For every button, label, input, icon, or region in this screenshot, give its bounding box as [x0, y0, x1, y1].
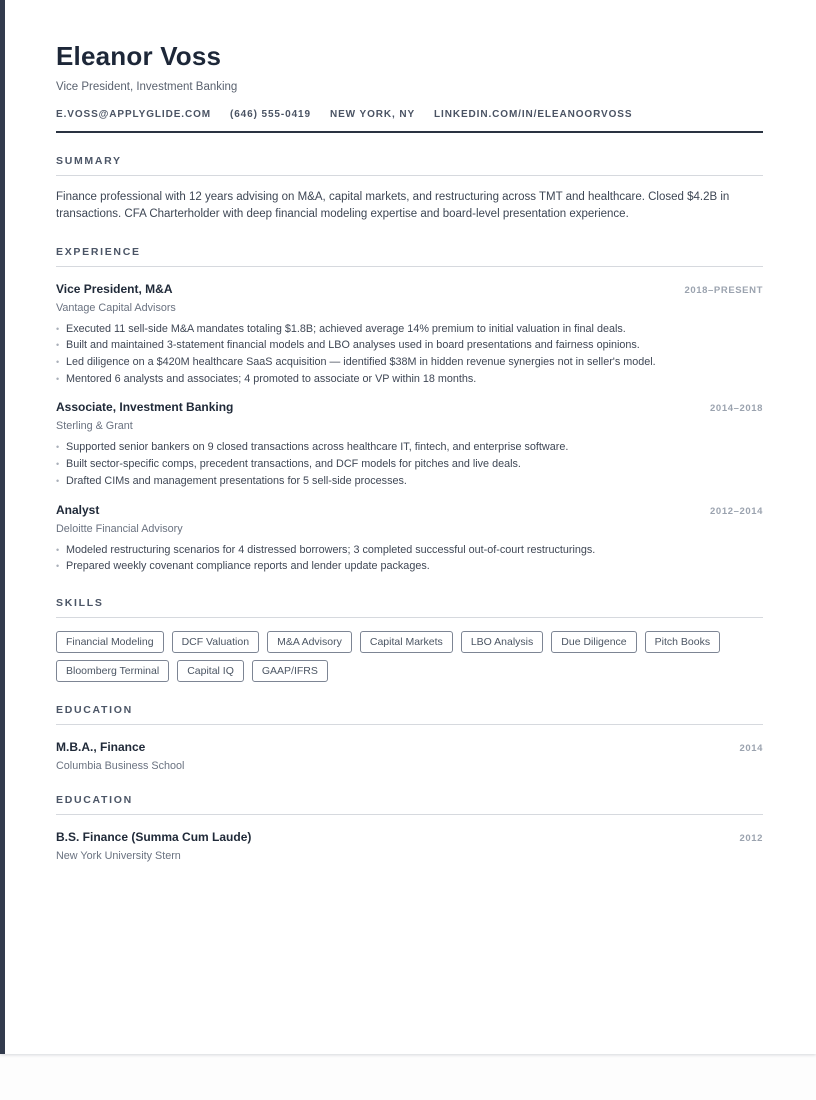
resume-content [5, 0, 816, 862]
experience-heading: EXPERIENCE [56, 245, 141, 258]
experience-entry [56, 400, 763, 489]
skill-chip: Pitch Books [645, 631, 720, 653]
section-divider [56, 266, 763, 267]
experience-entry [56, 503, 763, 575]
bullet-text: Prepared weekly covenant compliance reports and lender update packages. [66, 560, 430, 573]
bullet-icon: • [56, 475, 60, 486]
section-experience [56, 246, 763, 575]
job-dates: 2014–2018 [710, 403, 763, 415]
bullet-icon: • [56, 442, 60, 453]
skill-chip: Capital IQ [177, 660, 244, 682]
job-title: Vice President, M&A [56, 281, 173, 296]
bullet-text: Drafted CIMs and management presentations for 5 sell-side processes. [66, 474, 407, 487]
bullet-item [56, 321, 763, 338]
bullet-item [56, 542, 763, 559]
section-skills [56, 597, 763, 682]
job-title: Analyst [56, 502, 100, 517]
bullet-icon: • [56, 373, 60, 384]
bullet-item [56, 558, 763, 575]
bullet-text: Modeled restructuring scenarios for 4 distressed borrowers; 3 completed successful out-of-court restructurings. [66, 543, 596, 556]
bullet-text: Led diligence on a $420M healthcare SaaS acquisition — identified $38M in hidden revenue synergies not in seller's model. [66, 356, 656, 368]
skill-chip: Bloomberg Terminal [56, 660, 169, 682]
bullet-icon: • [56, 561, 60, 572]
degree-year: 2014 [739, 742, 763, 754]
bullet-item [56, 354, 763, 371]
job-dates: 2018–PRESENT [684, 284, 763, 296]
entry-header [56, 503, 763, 517]
section-divider [56, 814, 763, 815]
summary-heading: SUMMARY [56, 154, 122, 167]
bullet-item [56, 473, 763, 490]
contact-row [56, 109, 763, 120]
section-summary [56, 155, 763, 224]
bullet-icon: • [56, 340, 60, 351]
bullet-text: Built sector-specific comps, precedent transactions, and DCF models for pitches and live deals. [66, 458, 521, 471]
school-name: New York University Stern [56, 849, 181, 862]
job-company: Vantage Capital Advisors [56, 301, 176, 314]
bullet-item [56, 439, 763, 456]
bullet-icon: • [56, 459, 60, 470]
skill-chip: M&A Advisory [267, 631, 352, 653]
job-company: Deloitte Financial Advisory [56, 522, 183, 535]
degree-year: 2012 [739, 832, 763, 844]
skill-chip: Capital Markets [360, 631, 453, 653]
entry-header [56, 830, 763, 844]
bullet-icon: • [56, 323, 60, 334]
bullet-item [56, 456, 763, 473]
skills-heading: SKILLS [56, 596, 104, 609]
candidate-title: Vice President, Investment Banking [56, 80, 238, 93]
header-divider [56, 131, 763, 133]
education-heading: EDUCATION [56, 793, 133, 806]
job-dates: 2012–2014 [710, 505, 763, 517]
section-divider [56, 724, 763, 725]
bullet-text: Mentored 6 analysts and associates; 4 promoted to associate or VP within 18 months. [66, 372, 477, 385]
skill-chip: Financial Modeling [56, 631, 164, 653]
entry-header [56, 400, 763, 414]
summary-text: Finance professional with 12 years advising on M&A, capital markets, and restructuring across TMT and healthcare. Closed $4.2B in transactions. CFA Charterholder with deep financial modeling expertise and board-level presentation experience. [56, 190, 730, 221]
job-bullets [56, 439, 763, 489]
education-heading: EDUCATION [56, 703, 133, 716]
bullet-item [56, 371, 763, 388]
job-company: Sterling & Grant [56, 420, 133, 433]
contact-email: E.VOSS@APPLYGLIDE.COM [56, 108, 211, 120]
skill-chip: Due Diligence [551, 631, 636, 653]
section-divider [56, 617, 763, 618]
section-education-2 [56, 794, 763, 862]
bullet-text: Built and maintained 3-statement financial models and LBO analyses used in board presentations and fairness opinions. [66, 339, 640, 352]
job-title: Associate, Investment Banking [56, 400, 234, 415]
experience-entry [56, 282, 763, 388]
bullet-icon: • [56, 544, 60, 555]
contact-location: NEW YORK, NY [329, 108, 416, 120]
entry-header [56, 282, 763, 296]
bullet-text: Executed 11 sell-side M&A mandates totaling $1.8B; achieved average 14% premium to initial valuation in final deals. [66, 322, 626, 335]
education-entry [56, 830, 763, 862]
skill-chip: LBO Analysis [461, 631, 543, 653]
bullet-icon: • [56, 357, 60, 367]
section-divider [56, 175, 763, 176]
bullet-text: Supported senior bankers on 9 closed transactions across healthcare IT, fintech, and enterprise software. [66, 441, 569, 454]
degree-title: B.S. Finance (Summa Cum Laude) [56, 829, 252, 844]
skill-chip: DCF Valuation [172, 631, 260, 653]
skill-chip: GAAP/IFRS [252, 660, 328, 682]
candidate-name: Eleanor Voss [56, 41, 222, 71]
bullet-item [56, 337, 763, 354]
job-bullets [56, 542, 763, 575]
section-education-1 [56, 704, 763, 772]
degree-title: M.B.A., Finance [56, 739, 146, 754]
entry-header [56, 740, 763, 754]
contact-phone: (646) 555-0419 [229, 108, 311, 120]
job-bullets [56, 321, 763, 388]
skills-chip-list [56, 631, 763, 682]
school-name: Columbia Business School [56, 759, 185, 772]
education-entry [56, 740, 763, 772]
contact-linkedin: LINKEDIN.COM/IN/ELEANOORVOSS [434, 108, 633, 120]
